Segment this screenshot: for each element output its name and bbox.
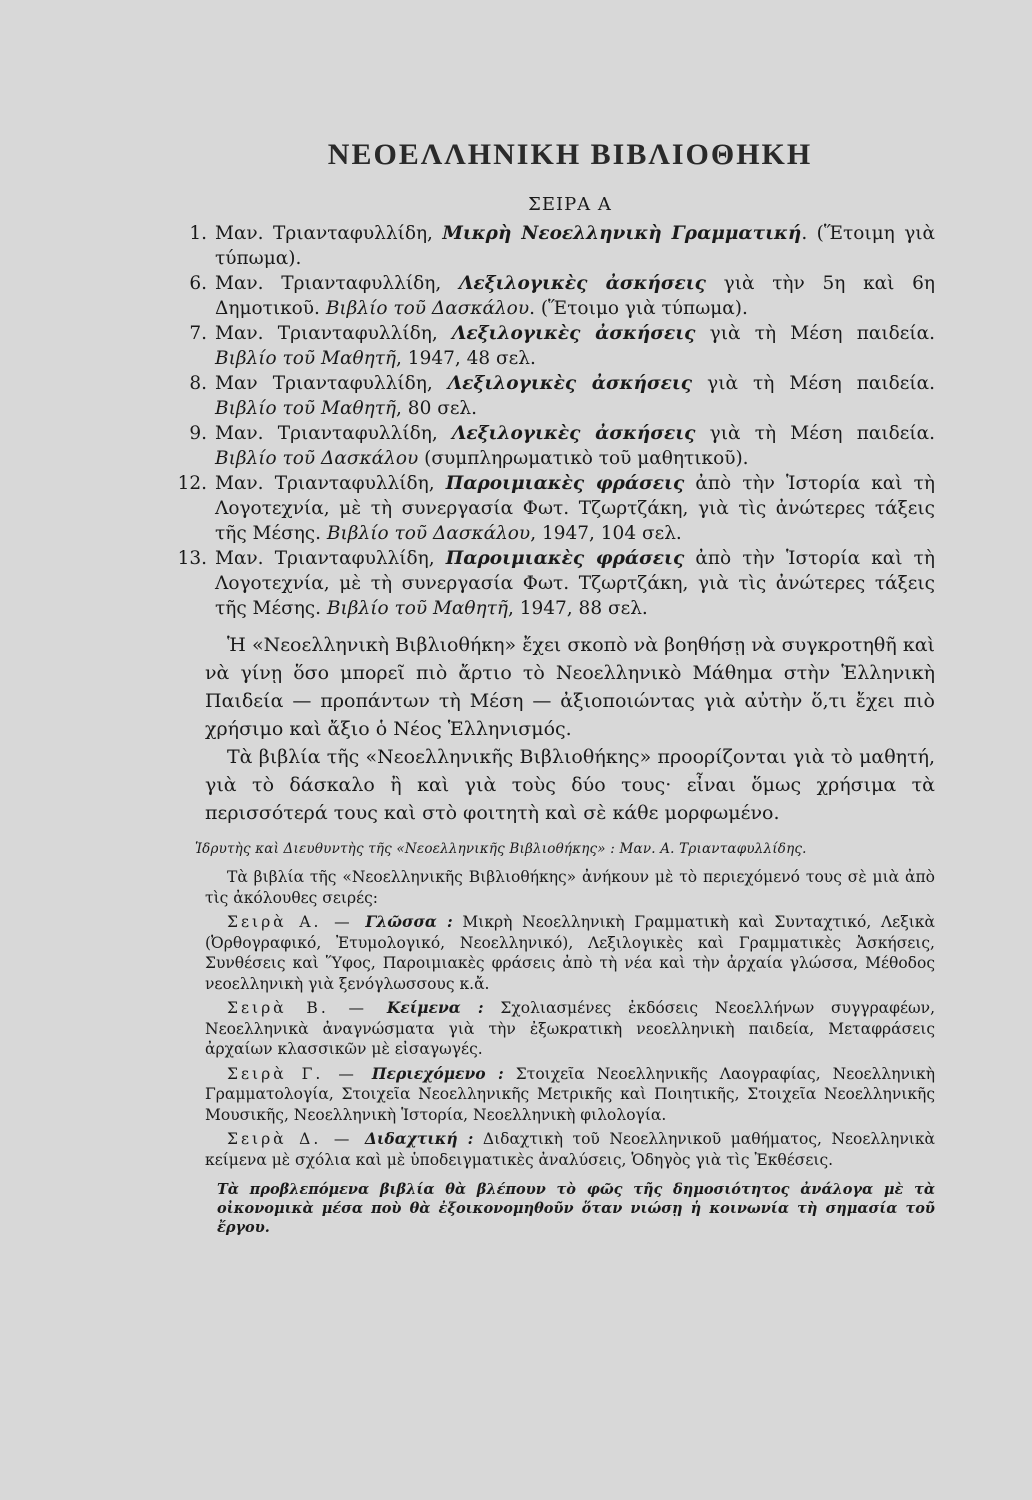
series-lead: Σειρὰ Β. —: [227, 999, 387, 1017]
entry-book: Βιβλίο τοῦ Μαθητῆ: [215, 398, 397, 419]
entry-note: γιὰ τὴ Μέση παιδεία.: [709, 323, 935, 344]
series-text: Στοιχεῖα Νεοελληνικῆς Λαογραφίας, Νεοελληνικὴ Γραμματολογία, Στοιχεῖα Νεοελληνικῆς Μετρικῆς καὶ Ποιητικῆς, Στοιχεῖα Νεοελληνικῆς Μουσικῆς, Νεοελληνικὴ Ἱστορία, Νεοελληνικὴ φιλολογία.: [205, 1064, 935, 1124]
entry-sep: [692, 373, 707, 394]
series-text: Διδαχτικὴ τοῦ Νεοελληνικοῦ μαθήματος, Νεοελληνικὰ κείμενα μὲ σχόλια καὶ μὲ ὑποδειγματικὲς ἀναλύσεις, Ὁδηγὸς γιὰ τὶς Ἐκθέσεις.: [205, 1130, 936, 1169]
list-item: [189, 421, 935, 471]
entry-number: 12.: [177, 473, 207, 494]
entry-author: Μαν. Τριανταφυλλίδη,: [215, 423, 452, 444]
entry-note: γιὰ τὴν 5η καὶ 6η Δημοτικοῦ.: [215, 273, 935, 319]
series-name: Γλῶσσα :: [365, 912, 453, 931]
series-lead: Σειρὰ Γ. —: [227, 1064, 372, 1083]
series-text: Σχολιασμένες ἐκδόσεις Νεοελλήνων συγγραφέων, Νεοελληνικὰ ἀναγνώσματα γιὰ τὴν ἐξωκρατικὴ νεοελληνικὴ παιδεία, Μεταφράσεις ἀρχαίων κλασσικῶν μὲ εἰσαγωγές.: [205, 999, 936, 1058]
entry-note: ἀπὸ τὴν Ἱστορία καὶ τὴ Λογοτεχνία, μὲ τὴ συνεργασία Φωτ. Τζωρτζάκη, γιὰ τὶς ἀνώτερες τάξεις τῆς Μέσης.: [215, 473, 936, 544]
entry-sep: .: [801, 223, 817, 244]
entry-sep: [684, 548, 695, 569]
series-item: [205, 998, 935, 1060]
entry-book: Βιβλίο τοῦ Δασκάλου: [325, 298, 530, 319]
intro-paragraph-1: Ἡ «Νεοελληνικὴ Βιβλιοθήκη» ἔχει σκοπὸ νὰ βοηθήσῃ νὰ συγκροτηθῆ καὶ νὰ γίνῃ ὅσο μπορεῖ πιὸ ἄρτιο τὸ Νεοελληνικὸ Μάθημα στὴν Ἑλληνικὴ Παιδεία — προπάντων τὴ Μέση — ἀξιοποιώντας γιὰ αὐτὴν ὅ,τι ἔχει πιὸ χρήσιμο καὶ ἄξιο ὁ Νέος Ἑλληνισμός.: [205, 634, 935, 740]
entry-title: Λεξιλογικὲς ἀσκήσεις: [447, 373, 693, 394]
entry-book: Βιβλίο τοῦ Μαθητῆ: [326, 598, 508, 619]
list-item: [177, 471, 936, 546]
list-item: [189, 221, 935, 271]
book-list: [177, 221, 936, 621]
founder-line: Ἱδρυτὴς καὶ Διευθυντὴς τῆς «Νεοελληνικῆς Βιβλιοθήκης» : Μαν. Α. Τριανταφυλλίδης.: [195, 841, 807, 857]
entry-number: 13.: [177, 548, 207, 569]
entry-author: Μαν. Τριανταφυλλίδη,: [215, 548, 446, 569]
closing-note: Τὰ προβλεπόμενα βιβλία θὰ βλέπουν τὸ φῶς τῆς δημοσιότητος ἀνάλογα μὲ τὰ οἰκονομικὰ μέσα ποὺ θὰ ἐξοικονομηθοῦν ὅταν νιώσῃ ἡ κοινωνία τὴ σημασία τοῦ ἔργου.: [217, 1181, 935, 1236]
list-item: [189, 371, 935, 421]
entry-note: (Ἕτοιμη γιὰ τύπωμα).: [215, 223, 935, 269]
list-item: [189, 271, 935, 321]
entry-sep: [706, 273, 724, 294]
entry-book: Βιβλίο τοῦ Δασκάλου: [215, 448, 419, 469]
series-item: [205, 1129, 935, 1170]
series-item: [205, 1064, 935, 1126]
entry-author: Μαν. Τριανταφυλλίδη,: [215, 223, 443, 244]
series-lead: Σειρὰ Δ. —: [227, 1130, 365, 1148]
entry-rest: , 1947, 88 σελ.: [507, 598, 648, 619]
entry-title: Παροιμιακὲς φράσεις: [445, 473, 685, 494]
entry-rest: , 1947, 48 σελ.: [396, 348, 536, 369]
entry-note: ἀπὸ τὴν Ἱστορία καὶ τὴ Λογοτεχνία, μὲ τὴ συνεργασία Φωτ. Τζωρτζάκη, γιὰ τὶς ἀνώτερες τάξεις τῆς Μέσης.: [215, 548, 936, 619]
entry-number: 8.: [189, 373, 207, 394]
entry-author: Μαν Τριανταφυλλίδη,: [215, 373, 448, 394]
entry-title: Μικρὴ Νεοελληνικὴ Γραμματική: [442, 223, 802, 244]
entry-sep: [695, 423, 709, 444]
entry-rest: , 80 σελ.: [396, 398, 478, 419]
entry-sep: [695, 323, 709, 344]
page-title: ΝΕΟΕΛΛΗΝΙΚΗ ΒΙΒΛΙΟΘΗΚΗ: [327, 138, 813, 171]
entry-number: 7.: [189, 323, 207, 344]
entry-title: Λεξιλογικὲς ἀσκήσεις: [451, 323, 696, 344]
entry-title: Παροιμιακὲς φράσεις: [445, 548, 685, 569]
entry-number: 9.: [189, 423, 207, 444]
entry-book: Βιβλίο τοῦ Μαθητῆ: [215, 348, 397, 369]
series-name: Περιεχόμενο :: [371, 1063, 504, 1083]
entry-title: Λεξιλογικὲς ἀσκήσεις: [458, 273, 706, 294]
entry-rest: . (Ἕτοιμο γιὰ τύπωμα).: [529, 298, 748, 319]
entry-number: 1.: [189, 223, 207, 244]
entry-title: Λεξιλογικὲς ἀσκήσεις: [451, 423, 696, 444]
series-lead: Σειρὰ Α. —: [227, 913, 366, 931]
series-name: Διδαχτική :: [364, 1129, 474, 1148]
entry-author: Μαν. Τριανταφυλλίδη,: [215, 323, 452, 344]
series-item: [205, 912, 935, 994]
entry-sep: [684, 473, 695, 494]
entry-rest: (συμπληρωματικὸ τοῦ μαθητικοῦ).: [418, 448, 749, 469]
list-item: [189, 321, 935, 371]
series-name: Κείμενα :: [386, 998, 484, 1017]
list-item: [177, 546, 936, 621]
entry-author: Μαν. Τριανταφυλλίδη,: [215, 273, 459, 294]
entry-rest: , 1947, 104 σελ.: [530, 523, 682, 544]
entry-note: γιὰ τὴ Μέση παιδεία.: [707, 373, 935, 394]
entry-author: Μαν. Τριανταφυλλίδη,: [215, 473, 446, 494]
series-intro: Τὰ βιβλία τῆς «Νεοελληνικῆς Βιβλιοθήκης» ἀνήκουν μὲ τὸ περιεχόμενό τους σὲ μιὰ ἀπὸ τὶς ἀκόλουθες σειρές:: [205, 868, 935, 907]
intro-section: [205, 631, 935, 827]
entry-book: Βιβλίο τοῦ Δασκάλου: [326, 523, 531, 544]
intro-paragraph-2: Τὰ βιβλία τῆς «Νεοελληνικῆς Βιβλιοθήκης» προορίζονται γιὰ τὸ μαθητή, γιὰ τὸ δάσκαλο ἢ καὶ γιὰ τοὺς δύο τους· εἶναι ὅμως χρήσιμα τὰ περισσότερά τους καὶ στὸ φοιτητὴ καὶ σὲ κάθε μορφωμένο.: [205, 746, 935, 824]
content: [177, 138, 936, 1252]
series-heading: ΣΕΙΡΑ Α: [528, 194, 612, 215]
entry-number: 6.: [189, 273, 207, 294]
series-text: Μικρὴ Νεοελληνικὴ Γραμματικὴ καὶ Συνταχτικό, Λεξικὰ (Ὀρθογραφικό, Ἐτυμολογικό, Νεοελληνικό), Λεξιλογικὲς καὶ Γραμματικὲς Ἀσκήσεις, Συνθέσεις καὶ Ὕφος, Παροιμιακὲς φράσεις ἀπὸ τὴ νέα καὶ τὴν ἀρχαία γλώσσα, Μέθοδος νεοελληνικὴ γιὰ ξενόγλωσσους κ.ἄ.: [205, 913, 935, 993]
entry-note: γιὰ τὴ Μέση παιδεία.: [709, 423, 935, 444]
